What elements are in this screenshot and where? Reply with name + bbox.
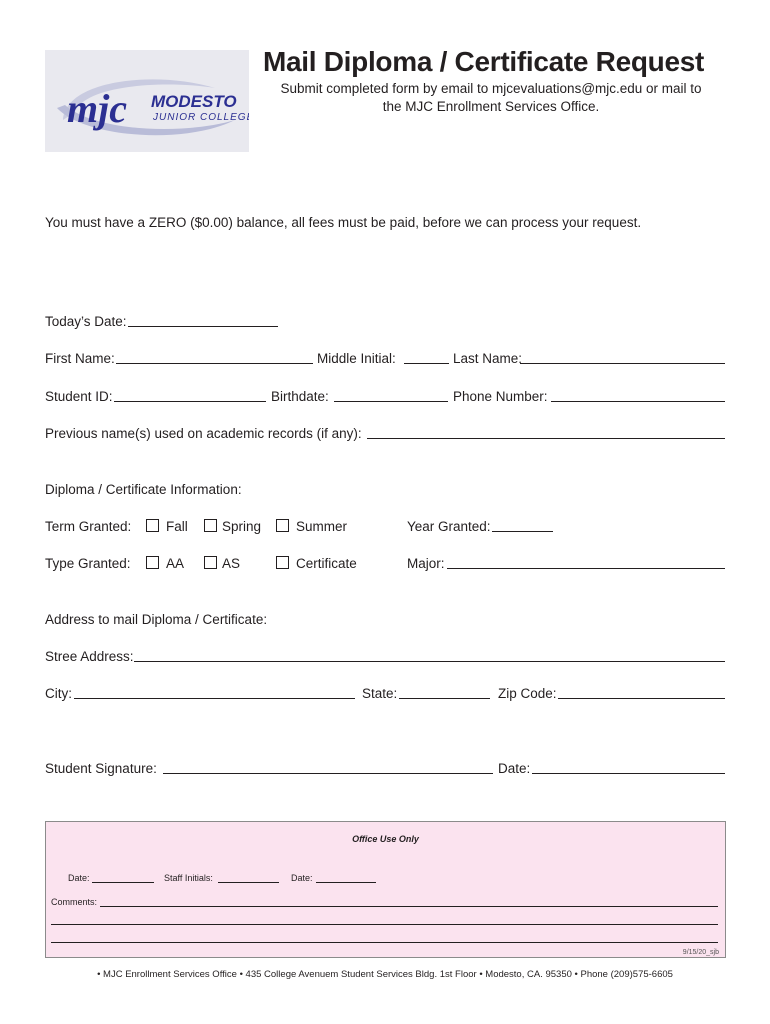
student-id-label: Student ID: (45, 389, 113, 404)
type-aa-checkbox[interactable] (146, 556, 159, 569)
term-granted-label: Term Granted: (45, 519, 132, 534)
term-fall-label: Fall (166, 519, 188, 534)
last-name-field[interactable] (520, 363, 725, 364)
student-id-field[interactable] (114, 401, 266, 402)
type-as-label: AS (222, 556, 241, 571)
middle-initial-label: Middle Initial: (317, 351, 396, 366)
state-label: State: (362, 686, 398, 701)
term-spring-checkbox[interactable] (204, 519, 217, 532)
office-use-box (45, 821, 726, 958)
diploma-section-title: Diploma / Certificate Information: (45, 482, 242, 497)
office-date2-field[interactable] (316, 882, 376, 883)
address-section-title: Address to mail Diploma / Certificate: (45, 612, 268, 627)
birthdate-field[interactable] (334, 401, 448, 402)
previous-names-field[interactable] (367, 438, 725, 439)
page-title: Mail Diploma / Certificate Request (263, 46, 705, 77)
todays-date-label: Today’s Date: (45, 314, 127, 329)
logo-line1: MODESTO (151, 92, 237, 111)
city-field[interactable] (74, 698, 355, 699)
subtitle-line-1: Submit completed form by email to mjcevaluations@mjc.edu or mail to (280, 81, 702, 96)
type-certificate-label: Certificate (296, 556, 357, 571)
street-address-label: Stree Address: (45, 649, 134, 664)
term-fall-checkbox[interactable] (146, 519, 159, 532)
zip-code-label: Zip Code: (498, 686, 557, 701)
office-date2-label: Date: (291, 873, 313, 883)
form-code: 9/15/20_sjb (682, 949, 719, 956)
birthdate-label: Birthdate: (271, 389, 329, 404)
todays-date-field[interactable] (128, 326, 278, 327)
phone-number-field[interactable] (551, 401, 725, 402)
logo-mark: mjc (67, 86, 127, 131)
middle-initial-field[interactable] (404, 363, 449, 364)
major-label: Major: (407, 556, 445, 571)
type-as-checkbox[interactable] (204, 556, 217, 569)
staff-initials-label: Staff Initials: (164, 873, 213, 883)
subtitle-line-2: the MJC Enrollment Services Office. (382, 99, 600, 114)
first-name-field[interactable] (116, 363, 313, 364)
college-logo (45, 50, 249, 152)
major-field[interactable] (447, 568, 725, 569)
year-granted-label: Year Granted: (407, 519, 491, 534)
term-summer-checkbox[interactable] (276, 519, 289, 532)
city-label: City: (45, 686, 72, 701)
footer-address: • MJC Enrollment Services Office • 435 College Avenuem Student Services Bldg. 1st Floor • Modesto, CA. 95350 • Phone (209)575-6605 (97, 969, 673, 980)
zip-code-field[interactable] (558, 698, 725, 699)
student-signature-label: Student Signature: (45, 761, 157, 776)
comments-line-1[interactable] (100, 906, 718, 907)
type-aa-label: AA (166, 556, 185, 571)
comments-line-3[interactable] (51, 942, 718, 943)
logo-line2: JUNIOR COLLEGE (153, 112, 249, 123)
office-date1-label: Date: (68, 873, 90, 883)
balance-notice: You must have a ZERO ($0.00) balance, all fees must be paid, before we can process your request. (45, 215, 642, 230)
last-name-label: Last Name: (453, 351, 523, 366)
comments-label: Comments: (51, 897, 98, 907)
phone-number-label: Phone Number: (453, 389, 548, 404)
staff-initials-field[interactable] (218, 882, 279, 883)
student-signature-field[interactable] (163, 773, 493, 774)
signature-date-label: Date: (498, 761, 531, 776)
street-address-field[interactable] (134, 661, 725, 662)
term-summer-label: Summer (296, 519, 348, 534)
comments-line-2[interactable] (51, 924, 718, 925)
term-spring-label: Spring (222, 519, 262, 534)
office-date1-field[interactable] (92, 882, 154, 883)
first-name-label: First Name: (45, 351, 115, 366)
office-use-title: Office Use Only (352, 834, 419, 844)
logo-graphic (45, 50, 249, 152)
page-subtitle (262, 80, 720, 116)
state-field[interactable] (399, 698, 490, 699)
previous-names-label: Previous name(s) used on academic records (if any): (45, 426, 362, 441)
year-granted-field[interactable] (492, 531, 553, 532)
type-granted-label: Type Granted: (45, 556, 131, 571)
type-certificate-checkbox[interactable] (276, 556, 289, 569)
signature-date-field[interactable] (532, 773, 725, 774)
